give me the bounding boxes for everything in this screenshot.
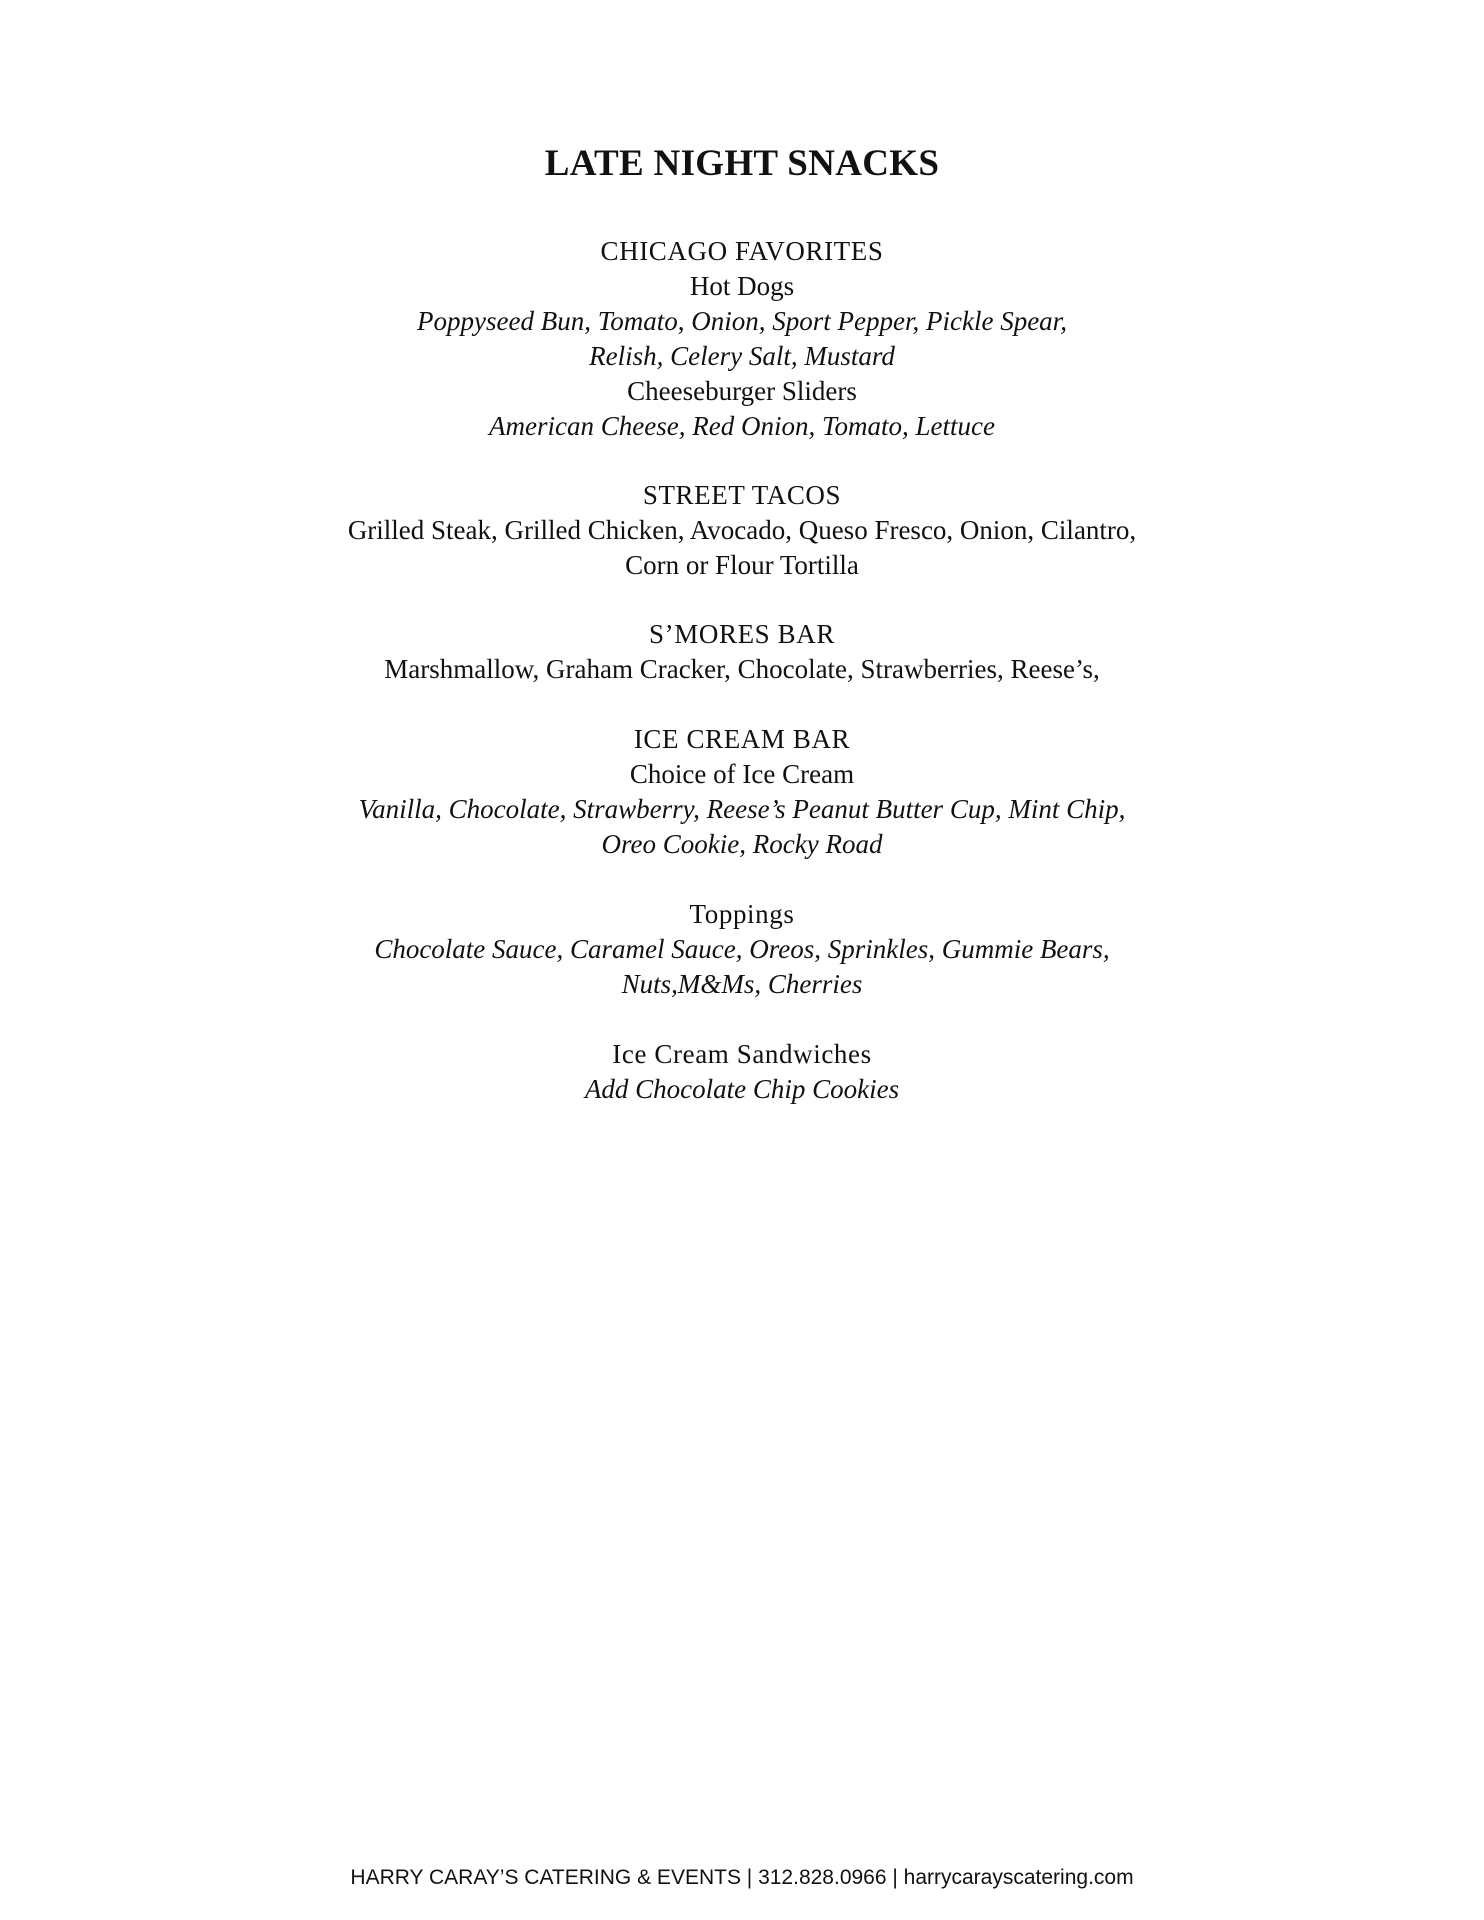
menu-item-description: Oreo Cookie, Rocky Road	[601, 829, 883, 859]
menu-item-description: Corn or Flour Tortilla	[625, 550, 859, 580]
section-heading: ICE CREAM BAR	[633, 724, 851, 754]
menu-item-name: Cheeseburger Sliders	[627, 376, 857, 406]
page-footer: HARRY CARAY’S CATERING & EVENTS | 312.828.0966 | harrycarayscatering.com	[350, 1866, 1134, 1889]
menu-item-description: Marshmallow, Graham Cracker, Chocolate, Strawberries, Reese’s,	[384, 654, 1100, 684]
section-toppings	[0, 897, 1484, 1002]
section-smores-bar	[0, 617, 1484, 687]
section-ice-cream-bar	[0, 722, 1484, 862]
page-title: LATE NIGHT SNACKS	[544, 143, 940, 184]
section-ice-cream-sandwiches	[0, 1037, 1484, 1107]
menu-item-description: American Cheese, Red Onion, Tomato, Lettuce	[489, 411, 995, 441]
menu-item-name: Hot Dogs	[689, 271, 795, 301]
menu-item-name: Choice of Ice Cream	[629, 759, 855, 789]
section-heading: CHICAGO FAVORITES	[600, 236, 884, 266]
section-heading: S’MORES BAR	[649, 619, 835, 649]
menu-item-description: Relish, Celery Salt, Mustard	[589, 341, 895, 371]
menu-item-description: Vanilla, Chocolate, Strawberry, Reese’s Peanut Butter Cup, Mint Chip,	[358, 794, 1126, 824]
menu-item-description: Nuts,M&Ms, Cherries	[621, 969, 863, 999]
section-heading: Toppings	[689, 899, 795, 929]
section-heading: Ice Cream Sandwiches	[612, 1039, 872, 1069]
menu-item-description: Grilled Steak, Grilled Chicken, Avocado, Queso Fresco, Onion, Cilantro,	[347, 515, 1137, 545]
menu-item-description: Add Chocolate Chip Cookies	[584, 1074, 900, 1104]
section-chicago-favorites	[0, 234, 1484, 444]
menu-item-description: Poppyseed Bun, Tomato, Onion, Sport Pepper, Pickle Spear,	[417, 306, 1067, 336]
section-street-tacos	[0, 478, 1484, 583]
section-heading: STREET TACOS	[642, 480, 842, 510]
menu-item-description: Chocolate Sauce, Caramel Sauce, Oreos, Sprinkles, Gummie Bears,	[374, 934, 1110, 964]
